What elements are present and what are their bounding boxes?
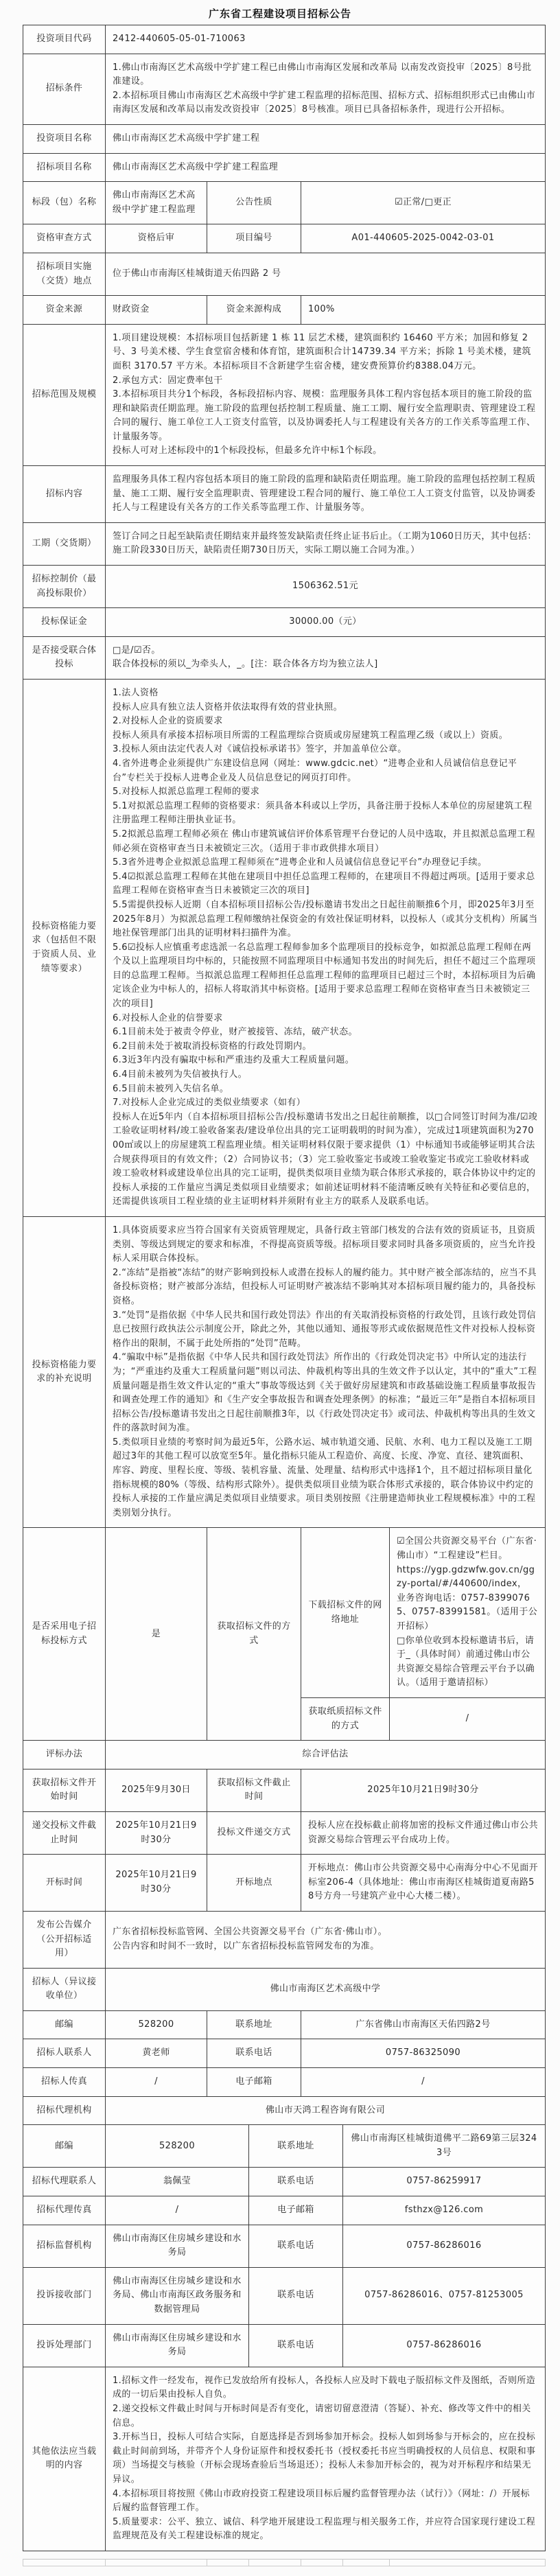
table-row <box>23 1528 545 1741</box>
row-value <box>106 2225 249 2267</box>
text-line: / <box>154 2076 158 2087</box>
table-row <box>23 1855 545 1912</box>
text-line: 综合评估法 <box>302 1749 349 1760</box>
file-access-subtable <box>301 1528 545 1740</box>
text-line: 1.项目建设规模：本招标项目包括新建 1 栋 11 层艺术楼，建筑面积约 16460 平方米；加固和修复 2 号、3 号美术楼、学生食堂宿舍楼和体育馆，建筑面积合计14739.34 平方米；拆除 1 号美术楼，建筑面积 3170.57 平方米。本招标项目不含新建学生宿舍楼，建安费预算价约8388.04万元。 <box>113 332 531 371</box>
text-line: 1.招标文件一经发布，视作已发放给所有投标人，各投标人应及时下载电子版招标文件及图纸，否则所造成的一切后果由投标人自负。 <box>113 2375 536 2400</box>
table-row <box>23 608 545 637</box>
text-line: 3.“处罚”是指依据《中华人民共和国行政处罚法》作出的有关取消投标资格的行政处罚，且该行政处罚信息已按照行政执法公示制度公开，除此之外，其他以通知、通报等形式或依据规范性文件对投标人投标资格作出的限制，不属于此处所指的“处罚”范畴。 <box>113 1310 537 1349</box>
text-line: 佛山市南海区艺术高级中学扩建工程 <box>113 132 260 143</box>
text-line: 0757-86259917 <box>406 2176 482 2187</box>
table-row <box>23 325 545 466</box>
text-line: 业务咨询电话：0757-83990765、0757-83991581。（适用于公开招标） <box>397 1592 538 1632</box>
row-value <box>390 1698 545 1740</box>
row-label: 投诉处理部门 <box>23 2325 106 2367</box>
row-value <box>106 1912 545 1968</box>
row-value <box>106 1855 207 1911</box>
row-label: 招标项目名称 <box>23 154 106 182</box>
row-label: 招标代理联系人 <box>23 2168 106 2196</box>
row-label: 发布公告媒介（公开招标适用） <box>23 1912 106 1968</box>
row-label: 招标范围及规模 <box>23 325 106 465</box>
row-label: 获取招标文件截止时间 <box>207 1769 301 1811</box>
partial-cell <box>23 2560 106 2566</box>
row-label: 下载招标文件的网络地址 <box>301 1528 390 1697</box>
row-value <box>301 1769 545 1811</box>
row-value <box>301 1855 545 1911</box>
table-row <box>23 2268 545 2325</box>
row-value <box>106 466 545 522</box>
row-label: 联系地址 <box>207 2011 301 2039</box>
row-value <box>301 2068 545 2096</box>
table-row <box>23 2168 545 2196</box>
text-line: 是 <box>151 1628 161 1639</box>
row-value <box>106 182 207 224</box>
text-line: 投标人应在投标截止前将加密的投标文件通过佛山市公共资源交易综合管理云平台成功上传。 <box>308 1820 539 1845</box>
text-line: 监理服务具体工程内容包括本项目的施工阶段的监理和缺陷责任期监理。施工阶段的监理包括控制工程质量、施工工期、履行安全监理职责、管理建设工程合同的履行、施工单位工人工资支付监管，以及协调委托人与工程建设有关各方的工作关系等监理工作、计量服务等。 <box>113 474 536 513</box>
sub-row <box>301 1698 545 1740</box>
table-row <box>23 2125 545 2168</box>
text-line: 投标人可对上述标段中的1个标段投标，但最多允许中标1个标段。 <box>113 445 382 456</box>
text-line: 广东省佛山市南海区天佑四路2号 <box>355 2019 491 2030</box>
text-line: 3.开标当日，投标人可结合实际，自愿选择是否到场参加开标会。投标人如到场参与开标会的，应在投标截止时间前到场，并带齐个人身份证原件和授权委托书（授权委托书应当明确授权的人员信息、权限和事项）当场提交与核验（开标会现场查验后当场退还）；投标人未参加开标会的，视为对开标程序和结果无异议。 <box>113 2432 536 2485</box>
table-row <box>23 1969 545 2011</box>
text-line: 4.“骗取中标”是指依据《中华人民共和国行政处罚法》所作出的《行政处罚决定书》中所认定的违法行为；“严重违约及重大工程质量问题”则以司法、仲裁机构等出具的生效文件予以认定，其中的“重大”工程质量问题是指生效文件认定的“重大”事故等级达到《关于做好房屋建筑和市政基础设施工程质量事故报告和调查处理工作的通知》和《生产安全事故报告和调查处理条例》的标准；“最近三年”是指自本招标项目招标公告/投标邀请书发出之日起往前顺推3年，以《行政处罚决定书》或司法、仲裁机构等出具的生效文件的落款时间为准。 <box>113 1352 537 1434</box>
row-value <box>343 2225 545 2267</box>
row-value <box>106 2268 249 2324</box>
table-row <box>23 2097 545 2126</box>
text-line: 2.递交投标文件截止时间与开标时间是否有变化，请密切留意澄清（答疑）、补充、修改等文件中的相关信息。 <box>113 2403 531 2428</box>
row-value <box>106 2325 249 2367</box>
text-line: 翁佩莹 <box>163 2176 191 2187</box>
row-value <box>343 2268 545 2324</box>
row-value <box>301 2039 545 2067</box>
table-row <box>23 253 545 296</box>
row-label: 招标代理传真 <box>23 2196 106 2225</box>
partial-cell <box>249 2560 301 2566</box>
text-line: 2025年9月30日 <box>121 1785 191 1796</box>
row-value <box>301 224 545 253</box>
row-label: 招标项目实施（交货）地点 <box>23 253 106 295</box>
text-line: 2025年10月21日9时30分 <box>115 1820 197 1845</box>
table-row <box>23 224 545 253</box>
row-value <box>106 2196 249 2225</box>
text-line: ☑正常/□更正 <box>394 197 452 208</box>
row-label: 招标代理机构 <box>23 2097 106 2125</box>
row-value <box>106 2068 207 2096</box>
table-row <box>23 125 545 154</box>
text-line: 联合体投标的须以_为牵头人，_。[注：联合体各方均为独立法人] <box>113 659 378 670</box>
row-label: 招标内容 <box>23 466 106 522</box>
text-line: 签订合同之日起至缺陷责任期结束并最终签发缺陷责任终止证书后止。（工期为1060日历天，其中包括：施工阶段330日历天，缺陷责任期730日历天，实际工期以施工合同为准。） <box>113 531 537 556</box>
table-row <box>23 154 545 183</box>
text-line: 2.本招标项目佛山市南海区艺术高级中学扩建工程监理的招标范围、招标方式、招标组织形式已由佛山市南海区发展和改革局以南发改资投审〔2025〕8号核准。项目已具备招标条件，现进行公开招标。 <box>113 90 536 115</box>
row-label: 电子邮箱 <box>207 2068 301 2096</box>
row-value <box>106 608 545 636</box>
table-row <box>23 2068 545 2097</box>
row-label: 联系电话 <box>249 2268 343 2324</box>
text-line: fsthzx@126.com <box>404 2205 484 2216</box>
partial-cell <box>390 2560 545 2566</box>
text-line: 开标地点：佛山市公共资源交易中心南海分中心不见面开标室206-4（具体地址：佛山市南海区桂城街道夏南路58号方舟一号建筑产业中心大楼二楼）。 <box>308 1863 539 1902</box>
text-line: 6.对投标人企业的信誉要求 <box>113 1012 223 1023</box>
table-row <box>23 296 545 325</box>
text-line: 6.5目前未被列入失信名单。 <box>113 1083 229 1094</box>
text-line: 位于佛山市南海区桂城街道天佑四路 2 号 <box>113 268 281 279</box>
text-line: 5.对投标人拟派总监理工程师的要求 <box>113 787 260 798</box>
text-line: 5.5需提供投标人近期（自本招标项目招标公告/投标邀请书发出之日起往前顺推6个月，即2025年3月至2025年8月）为拟派总监理工程师缴纳社保资金的有效社保证明材料，以投标人（或其分支机构）所属当地社保管理部门出具的证明材料扫描件为准。 <box>113 899 538 939</box>
text-line: 528200 <box>138 2019 174 2030</box>
text-line: 5.6☑投标人应慎重考虑选派一名总监理工程师参加多个监理项目的投标竞争，如拟派总监理工程师在两个及以上监理项目均中标的，只能按照不同监理项目中标通知书发出的时间先后，担任不超过三个监理项目的总监理工程师。当拟派总监理工程师担任总监理工程师的监理项目已超过三个时，本招标项目为后确定该企业为中标人的，招标人将取消其中标资格。[适用于要求总监理工程师在资格审查当日未被锁定三次的项目] <box>113 942 536 1010</box>
text-line: 6.4目前未被列为失信被执行人。 <box>113 1069 248 1080</box>
text-line: 0757-86325090 <box>385 2047 461 2058</box>
row-value <box>343 2196 545 2225</box>
row-value <box>106 2125 249 2167</box>
text-line: 投标人须具有承接本招标项目所需的工程监理综合资质或房屋建筑工程监理乙级（或以上）资质。 <box>113 730 509 741</box>
row-value <box>106 2039 207 2067</box>
text-line: 6.3近3年内没有骗取中标和严重违约及重大工程质量问题。 <box>113 1055 355 1066</box>
text-line: 佛山市天鸿工程咨询有限公司 <box>265 2104 386 2115</box>
table-row <box>23 2039 545 2068</box>
row-value <box>106 2168 249 2196</box>
partial-cell <box>301 2560 343 2566</box>
text-line: 佛山市南海区艺术高级中学扩建工程监理 <box>113 161 279 172</box>
partial-cell <box>343 2560 390 2566</box>
text-line: 佛山市南海区艺术高级中学 <box>270 1983 381 1994</box>
table-row <box>23 1217 545 1528</box>
text-line: 广东省招标投标监管网、全国公共资源交易平台（广东省·佛山市）。 <box>113 1927 388 1938</box>
text-line: 6.1目前未处于被责令停业，财产被接管、冻结，破产状态。 <box>113 1027 358 1038</box>
row-label: 获取纸质招标文件的方式 <box>301 1698 390 1740</box>
bottom-margin <box>0 2566 560 2576</box>
text-line: 0757-86286016 <box>406 2339 482 2350</box>
row-value <box>106 296 207 324</box>
row-label: 获取招标文件开始时间 <box>23 1769 106 1811</box>
row-label: 招标条件 <box>23 54 106 124</box>
row-label: 投诉接收部门 <box>23 2268 106 2324</box>
row-value <box>301 2011 545 2039</box>
row-value <box>106 154 545 182</box>
text-line: 财政资金 <box>113 304 150 315</box>
table-row <box>23 523 545 566</box>
row-label: 项目编号 <box>207 224 301 253</box>
text-line: 0757-86286016 <box>406 2240 482 2251</box>
text-line: 佛山市南海区住房城乡建设和水务局 <box>113 2332 242 2358</box>
page-title: 广东省工程建设项目招标公告 <box>208 8 351 20</box>
row-value <box>301 1812 545 1854</box>
row-label: 开标时间 <box>23 1855 106 1911</box>
text-line: / <box>465 1713 469 1724</box>
text-line: 佛山市南海区艺术高级中学扩建工程监理 <box>113 190 196 215</box>
text-line: 6.2目前未处于被取消投标资格的行政处罚期内。 <box>113 1041 312 1052</box>
text-line: 5.2拟派总监理工程师必须在 佛山市建筑诚信评价体系管理平台登记的人员中选取，并且拟派总监理工程师必须在资格审查当日未被锁定三次。（适用于非市政供排水项目） <box>113 828 536 854</box>
row-value <box>106 637 545 679</box>
row-label: 获取招标文件的方式 <box>207 1528 301 1740</box>
row-value <box>301 182 545 224</box>
text-line: 5.3省外进粤企业拟派总监理工程师须在“进粤企业和人员诚信信息登记平台”办理登记手续。 <box>113 857 487 868</box>
row-label: 投标资格能力要求（包括但不限于资质人员、业绩等要求） <box>23 680 106 1216</box>
text-line: 3.本招标项目共分1个标段，各标段招标内容、规模：监理服务具体工程内容包括本项目的施工阶段的监理和缺陷责任期监理。施工阶段的监理包括控制工程质量、施工工期、履行安全监理职责、管理建设工程合同的履行、施工单位工人工资支付监管，以及协调委托人与工程建设有关各方的工作关系等监理工作、计量服务等。 <box>113 389 536 442</box>
text-line: 7.对投标人企业完成过的类似业绩要求（如有） <box>113 1098 306 1109</box>
text-line: 黄老师 <box>142 2047 170 2058</box>
partial-cell <box>207 2560 249 2566</box>
table-row <box>23 2325 545 2367</box>
table-row <box>23 1769 545 1812</box>
text-line: □是/☑否。 <box>113 645 161 655</box>
row-value <box>106 680 545 1216</box>
text-line: / <box>175 2205 179 2216</box>
row-label: 递交投标文件截止时间 <box>23 1812 106 1854</box>
text-line: 5.1对拟派总监理工程师的资格要求：须具备本科或以上学历，具备注册于投标人本单位的房屋建筑工程注册监理工程师注册执业证书。 <box>113 800 533 826</box>
table-row <box>23 2367 545 2551</box>
row-value <box>106 2011 207 2039</box>
text-line: 30000.00（元） <box>289 616 362 627</box>
text-line: 5.类似项目业绩的考察时间为最近5年，公路水运、城市轨道交通、民航、水利、电力工程以及施工工期超过3年的其他工程可以放宽至5年。量化指标只能从工程造价、高度、长度、净宽、直径、建筑面积、库容、跨度、里程长度、等级、装机容量、流量、处理量、结构形式中选择1个，且不超过招标项目量化指标规模的80%（等级、结构形式除外）。提供类似项目业绩为联合体形式承接的，联合体协议中约定的投标人承接的工作量应满足类似项目业绩要求。项目类别按照《注册建造师执业工程规模标准》中的工程类别划分执行。 <box>113 1437 536 1518</box>
row-value <box>106 1769 207 1811</box>
tender-announcement-table <box>23 25 546 2551</box>
text-line: / <box>421 2076 425 2087</box>
text-line: 2.对投标人企业的资质要求 <box>113 716 223 727</box>
table-row <box>23 566 545 608</box>
text-line: □你单位收到本投标邀请书后，请于_（具体时间）前通过佛山市公共资源交易综合管理云平台予以确认。（适用于邀请招标） <box>397 1635 535 1689</box>
row-label: 邮编 <box>23 2011 106 2039</box>
row-label: 招标监督机构 <box>23 2225 106 2267</box>
partial-next-row <box>23 2559 546 2566</box>
text-line: 1.佛山市南海区艺术高级中学扩建工程已由佛山市南海区发展和改革局 以南发改资投审〔2025〕8号批准建设。 <box>113 62 532 87</box>
text-line: 5.质量要求：公平、独立、诚信、科学地开展建设工程监理与相关服务工作，并应符合国家现行建设工程监理规范及有关工程建设标准的规定。 <box>113 2516 536 2542</box>
table-row <box>23 2196 545 2225</box>
table-row <box>23 2225 545 2268</box>
text-line: 佛山市南海区桂城街道佛平二路69第三层3243号 <box>351 2133 537 2158</box>
row-value <box>301 296 545 324</box>
row-value <box>106 25 545 54</box>
row-label: 投标文件递交方式 <box>207 1812 301 1854</box>
row-value <box>106 1812 207 1854</box>
row-value <box>106 325 545 465</box>
text-line: 2025年10月21日9时30分 <box>115 1870 197 1895</box>
row-label: 联系电话 <box>249 2325 343 2367</box>
text-line: 0757-86286016、0757-81253005 <box>364 2290 524 2301</box>
row-label: 资金来源构成 <box>207 296 301 324</box>
row-label: 是否接受联合体投标 <box>23 637 106 679</box>
row-value <box>106 253 545 295</box>
text-line: 2.“冻结”是指被“冻结”的财产影响到投标人或潜在投标人的履约能力。其中财产被全部冻结的，应当不具备投标资格；财产被部分冻结，但投标人可证明财产被冻结不影响其对本招标项目履约能力的，具备投标资格。 <box>113 1267 537 1306</box>
text-line: https://ygp.gdzwfw.gov.cn/ggzy-portal/#/440600/index， <box>397 1564 535 1590</box>
table-row <box>23 25 545 54</box>
text-line: 3.投标人须由法定代表人对《诚信投标承诺书》签字，并加盖单位公章。 <box>113 744 407 755</box>
row-value <box>390 1528 545 1697</box>
text-line: 资格后审 <box>137 233 175 244</box>
row-label: 投标保证金 <box>23 608 106 636</box>
row-value <box>343 2325 545 2367</box>
row-label: 开标地点 <box>207 1855 301 1911</box>
row-label: 资金来源 <box>23 296 106 324</box>
row-label: 投资项目代码 <box>23 25 106 54</box>
row-label: 邮编 <box>23 2125 106 2167</box>
row-label: 工期（交货期） <box>23 523 106 565</box>
row-value <box>106 2097 545 2125</box>
text-line: 528200 <box>159 2140 196 2151</box>
row-label: 联系电话 <box>249 2225 343 2267</box>
row-value <box>106 125 545 153</box>
row-label: 其他依法应当载明的内容 <box>23 2367 106 2551</box>
row-label: 招标人（异议接收单位） <box>23 1969 106 2010</box>
table-row <box>23 466 545 523</box>
row-value <box>106 566 545 607</box>
text-line: 4.本招标项目将按照《佛山市政府投资工程建设项目标后履约监督管理办法（试行）》（网址：/）开展标后履约监督管理工作。 <box>113 2488 530 2514</box>
sub-row <box>301 1528 545 1698</box>
row-value <box>343 2168 545 2196</box>
text-line: 佛山市南海区住房城乡建设和水务局、佛山市南海区政务服务和数据管理局 <box>113 2275 242 2314</box>
row-value <box>106 2367 545 2551</box>
row-label: 联系地址 <box>249 2125 343 2167</box>
table-row <box>23 54 545 125</box>
table-row <box>23 680 545 1217</box>
table-row <box>23 637 545 680</box>
row-label: 招标控制价（最高投标限价） <box>23 566 106 607</box>
text-line: 佛山市南海区住房城乡建设和水务局 <box>113 2233 242 2258</box>
text-line: 5.4☑拟派总监理工程师在其他在建项目中担任总监理工程师的，在建项目不得超过两项。[适用于要求总监理工程师在资格审查当日未被锁定三次的项目] <box>113 871 535 896</box>
row-label: 招标人联系人 <box>23 2039 106 2067</box>
row-label: 联系电话 <box>249 2168 343 2196</box>
table-row <box>23 1741 545 1769</box>
text-line: 投标人应具有独立法人资格并依法取得有效的营业执照。 <box>113 701 343 712</box>
row-label: 电子邮箱 <box>249 2196 343 2225</box>
text-line: 2412-440605-05-01-710063 <box>113 34 246 44</box>
row-label: 投资项目名称 <box>23 125 106 153</box>
row-label: 标段（包）名称 <box>23 182 106 224</box>
text-line: 1506362.51元 <box>292 581 358 592</box>
row-label: 公告性质 <box>207 182 301 224</box>
text-line: 投标人在近5年内（自本招标项目招标公告/投标邀请书发出之日起往前顺推，以□合同签订时间为准/☑竣工验收证明材料/竣工验收备案表/建设单位出具的完工证明载明的时间为准），完成过1项建筑面积为27000㎡或以上的房屋建筑工程监理业绩。相关证明材料仅限于要求提供（1）中标通知书或能够证明其合法合规获得项目的有效文件；（2）合同协议书；（3）完工验收鉴定书或竣工验收鉴定书或完工验收材料或竣工验收材料或建设单位出具的完工证明，提供类似项目业绩为联合体形式承接的，联合体协议中约定的投标人承接的工作量应当满足类似项目业绩要求；如前述证明材料不能清晰反映有关特征和必要信息的，还需提供该项目工程业绩的业主证明材料并须附有业主方的联系人及联系电话。 <box>113 1111 538 1207</box>
row-value <box>106 1217 545 1527</box>
text-line: 2.承包方式：固定费率包干 <box>113 375 223 386</box>
row-value <box>106 523 545 565</box>
row-value <box>106 1969 545 2010</box>
text-line: 1.法人资格 <box>113 688 159 698</box>
text-line: 1.具体资质要求应当符合国家有关资质管理规定，具备行政主管部门核发的合法有效的资质证书，且资质类别、等级达到规定的要求和标准，不得提高资质等级。招标项目要求同时具备多项资质的，应当允许投标人采用联合体投标。 <box>113 1225 536 1264</box>
table-row <box>23 1912 545 1969</box>
row-value <box>106 1528 207 1740</box>
row-value <box>106 54 545 124</box>
text-line: 100% <box>308 304 335 315</box>
row-value <box>343 2125 545 2167</box>
partial-cell <box>106 2560 207 2566</box>
table-row <box>23 2011 545 2040</box>
row-value <box>106 224 207 253</box>
row-label: 联系电话 <box>207 2039 301 2067</box>
text-line: 公告内容和时间不一致时，以广东省招标投标监管网发布的为准。 <box>113 1940 380 1951</box>
table-row <box>23 1812 545 1855</box>
row-label: 投标资格能力要求的补充说明 <box>23 1217 106 1527</box>
table-row <box>23 182 545 224</box>
row-label: 招标人传真 <box>23 2068 106 2096</box>
text-line: 2025年10月21日9时30分 <box>367 1785 479 1796</box>
text-line: 4.省外进粤企业须提供广东建设信息网（网址：www.gdcic.net）“进粤企业和人员诚信信息登记平台”专栏关于投标人进粤企业及人员信息登记的网页打印件。 <box>113 758 517 783</box>
text-line: A01-440605-2025-0042-03-01 <box>351 233 495 244</box>
row-value <box>106 1741 545 1769</box>
row-label: 评标办法 <box>23 1741 106 1769</box>
row-label: 是否采用电子招标投标方式 <box>23 1528 106 1740</box>
text-line: ☑全国公共资源交易平台（广东省·佛山市）“工程建设”栏目。 <box>397 1536 537 1562</box>
row-label: 资格审查方式 <box>23 224 106 253</box>
